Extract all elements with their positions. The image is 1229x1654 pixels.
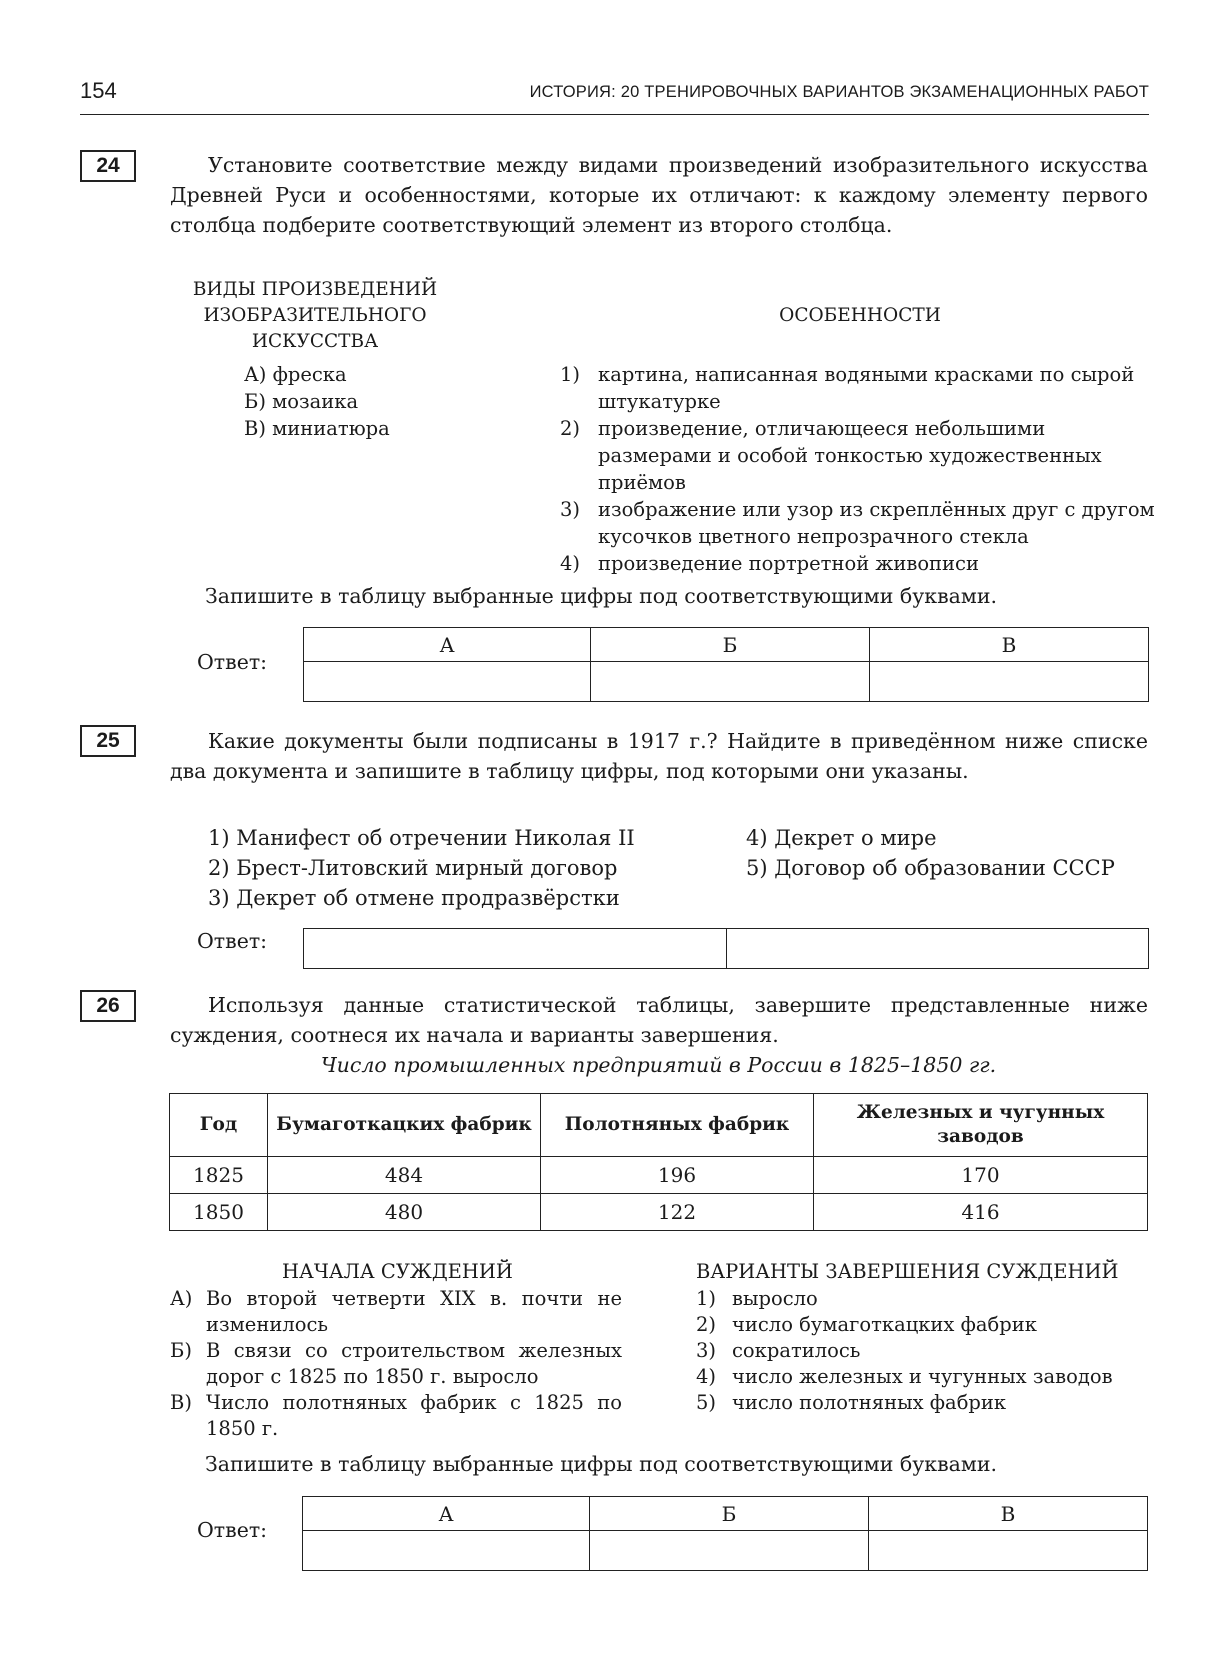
q26-left-heading: НАЧАЛА СУЖДЕНИЙ: [282, 1260, 513, 1283]
table-cell: 484: [268, 1157, 541, 1194]
q24-left-heading: ВИДЫ ПРОИЗВЕДЕНИЙ ИЗОБРАЗИТЕЛЬНОГО ИСКУССТВА: [192, 279, 438, 352]
q25-left-list: [208, 823, 635, 913]
list-item: А) Во второй четверти XIX в. почти не изменилось: [170, 1287, 622, 1336]
answer-cell-c[interactable]: [870, 662, 1149, 702]
running-title: ИСТОРИЯ: 20 ТРЕНИРОВОЧНЫХ ВАРИАНТОВ ЭКЗАМЕНАЦИОННЫХ РАБОТ: [529, 83, 1149, 101]
table-caption: Число промышленных предприятий в России в 1825–1850 гг.: [320, 1053, 997, 1077]
table-row: [170, 1157, 1148, 1194]
q26-answer-table: [302, 1496, 1148, 1571]
list-item: 5) Договор об образовании СССР: [746, 856, 1115, 880]
q26-endings-list: [696, 1286, 1148, 1416]
question-25-number: 25: [80, 725, 136, 757]
list-item: 2) число бумаготкацких фабрик: [696, 1313, 1037, 1336]
q26-right-heading: ВАРИАНТЫ ЗАВЕРШЕНИЯ СУЖДЕНИЙ: [696, 1260, 1119, 1283]
list-item: 4) произведение портретной живописи: [560, 552, 979, 575]
table-cell: 170: [814, 1157, 1148, 1194]
list-item: 4) Декрет о мире: [746, 826, 937, 850]
table-header-row: [170, 1094, 1148, 1157]
list-item: 3) сократилось: [696, 1339, 861, 1362]
table-cell: 1850: [170, 1194, 268, 1231]
q26-answer-label: Ответ:: [197, 1518, 268, 1542]
q25-answer-table: [303, 928, 1149, 969]
q25-right-list: [746, 823, 1115, 883]
page-number: 154: [80, 78, 117, 103]
list-item: 1) картина, написанная водяными красками по сырой штукатурке: [560, 363, 1135, 413]
answer-column-header: Б: [590, 1497, 869, 1531]
answer-column-header: А: [304, 628, 591, 662]
question-24-number: 24: [80, 150, 136, 182]
answer-cell-c[interactable]: [869, 1531, 1148, 1571]
column-header: Год: [170, 1094, 268, 1157]
answer-cell-1[interactable]: [304, 929, 727, 969]
table-cell: 416: [814, 1194, 1148, 1231]
q24-answer-table: [303, 627, 1149, 702]
list-item: 2) произведение, отличающееся небольшими размерами и особой тонкостью художественных приёмов: [560, 417, 1102, 494]
answer-column-header: Б: [591, 628, 870, 662]
list-item: А) фреска: [244, 363, 347, 386]
question-26-text: Используя данные статистической таблицы, завершите представленные ниже суждения, соотнеся их начала и варианты завершения.: [170, 993, 1148, 1047]
q24-left-list: [244, 361, 390, 442]
list-item: 5) число полотняных фабрик: [696, 1391, 1007, 1414]
answer-cell-a[interactable]: [304, 662, 591, 702]
answer-cell-b[interactable]: [590, 1531, 869, 1571]
q25-answer-label: Ответ:: [197, 929, 268, 953]
list-item: В) Число полотняных фабрик с 1825 по 1850 г.: [170, 1391, 622, 1440]
table-cell: 196: [541, 1157, 814, 1194]
table-cell: 480: [268, 1194, 541, 1231]
answer-column-header: В: [869, 1497, 1148, 1531]
q24-instruction: Запишите в таблицу выбранные цифры под соответствующими буквами.: [205, 584, 998, 608]
q26-beginnings-list: [170, 1286, 622, 1442]
list-item: 1) выросло: [696, 1287, 818, 1310]
q24-right-list: [560, 361, 1156, 577]
list-item: Б) В связи со строительством железных дорог с 1825 по 1850 г. выросло: [170, 1339, 622, 1388]
question-26-number: 26: [80, 990, 136, 1022]
list-item: 1) Манифест об отречении Николая II: [208, 826, 635, 850]
list-item: 3) изображение или узор из скреплённых друг с другом кусочков цветного непрозрачного стекла: [560, 498, 1155, 548]
answer-cell-b[interactable]: [591, 662, 870, 702]
list-item: Б) мозаика: [244, 390, 359, 413]
table-row: [170, 1194, 1148, 1231]
header-rule: [80, 114, 1149, 115]
column-header: Полотняных фабрик: [541, 1094, 814, 1157]
answer-column-header: А: [303, 1497, 590, 1531]
list-item: 3) Декрет об отмене продразвёрстки: [208, 886, 620, 910]
list-item: 4) число железных и чугунных заводов: [696, 1365, 1113, 1388]
column-header: Бумаготкацких фабрик: [268, 1094, 541, 1157]
table-cell: 122: [541, 1194, 814, 1231]
answer-column-header: В: [870, 628, 1149, 662]
q24-right-heading: ОСОБЕННОСТИ: [779, 305, 941, 326]
list-item: 2) Брест-Литовский мирный договор: [208, 856, 618, 880]
answer-cell-2[interactable]: [726, 929, 1149, 969]
question-25-text: Какие документы были подписаны в 1917 г.? Найдите в приведённом ниже списке два документа и запишите в таблицу цифры, под которыми они указаны.: [170, 729, 1148, 783]
q24-answer-label: Ответ:: [197, 650, 268, 674]
column-header: Железных и чугунных заводов: [814, 1094, 1148, 1157]
table-cell: 1825: [170, 1157, 268, 1194]
q26-instruction: Запишите в таблицу выбранные цифры под соответствующими буквами.: [205, 1452, 998, 1476]
list-item: В) миниатюра: [244, 417, 390, 440]
question-24-text: Установите соответствие между видами произведений изобразительного искусства Древней Руси и особенностями, которые их отличают: к каждому элементу первого столбца подберите соответствующий элемент из второго столбца.: [170, 153, 1148, 237]
answer-cell-a[interactable]: [303, 1531, 590, 1571]
statistics-table: [169, 1093, 1148, 1231]
